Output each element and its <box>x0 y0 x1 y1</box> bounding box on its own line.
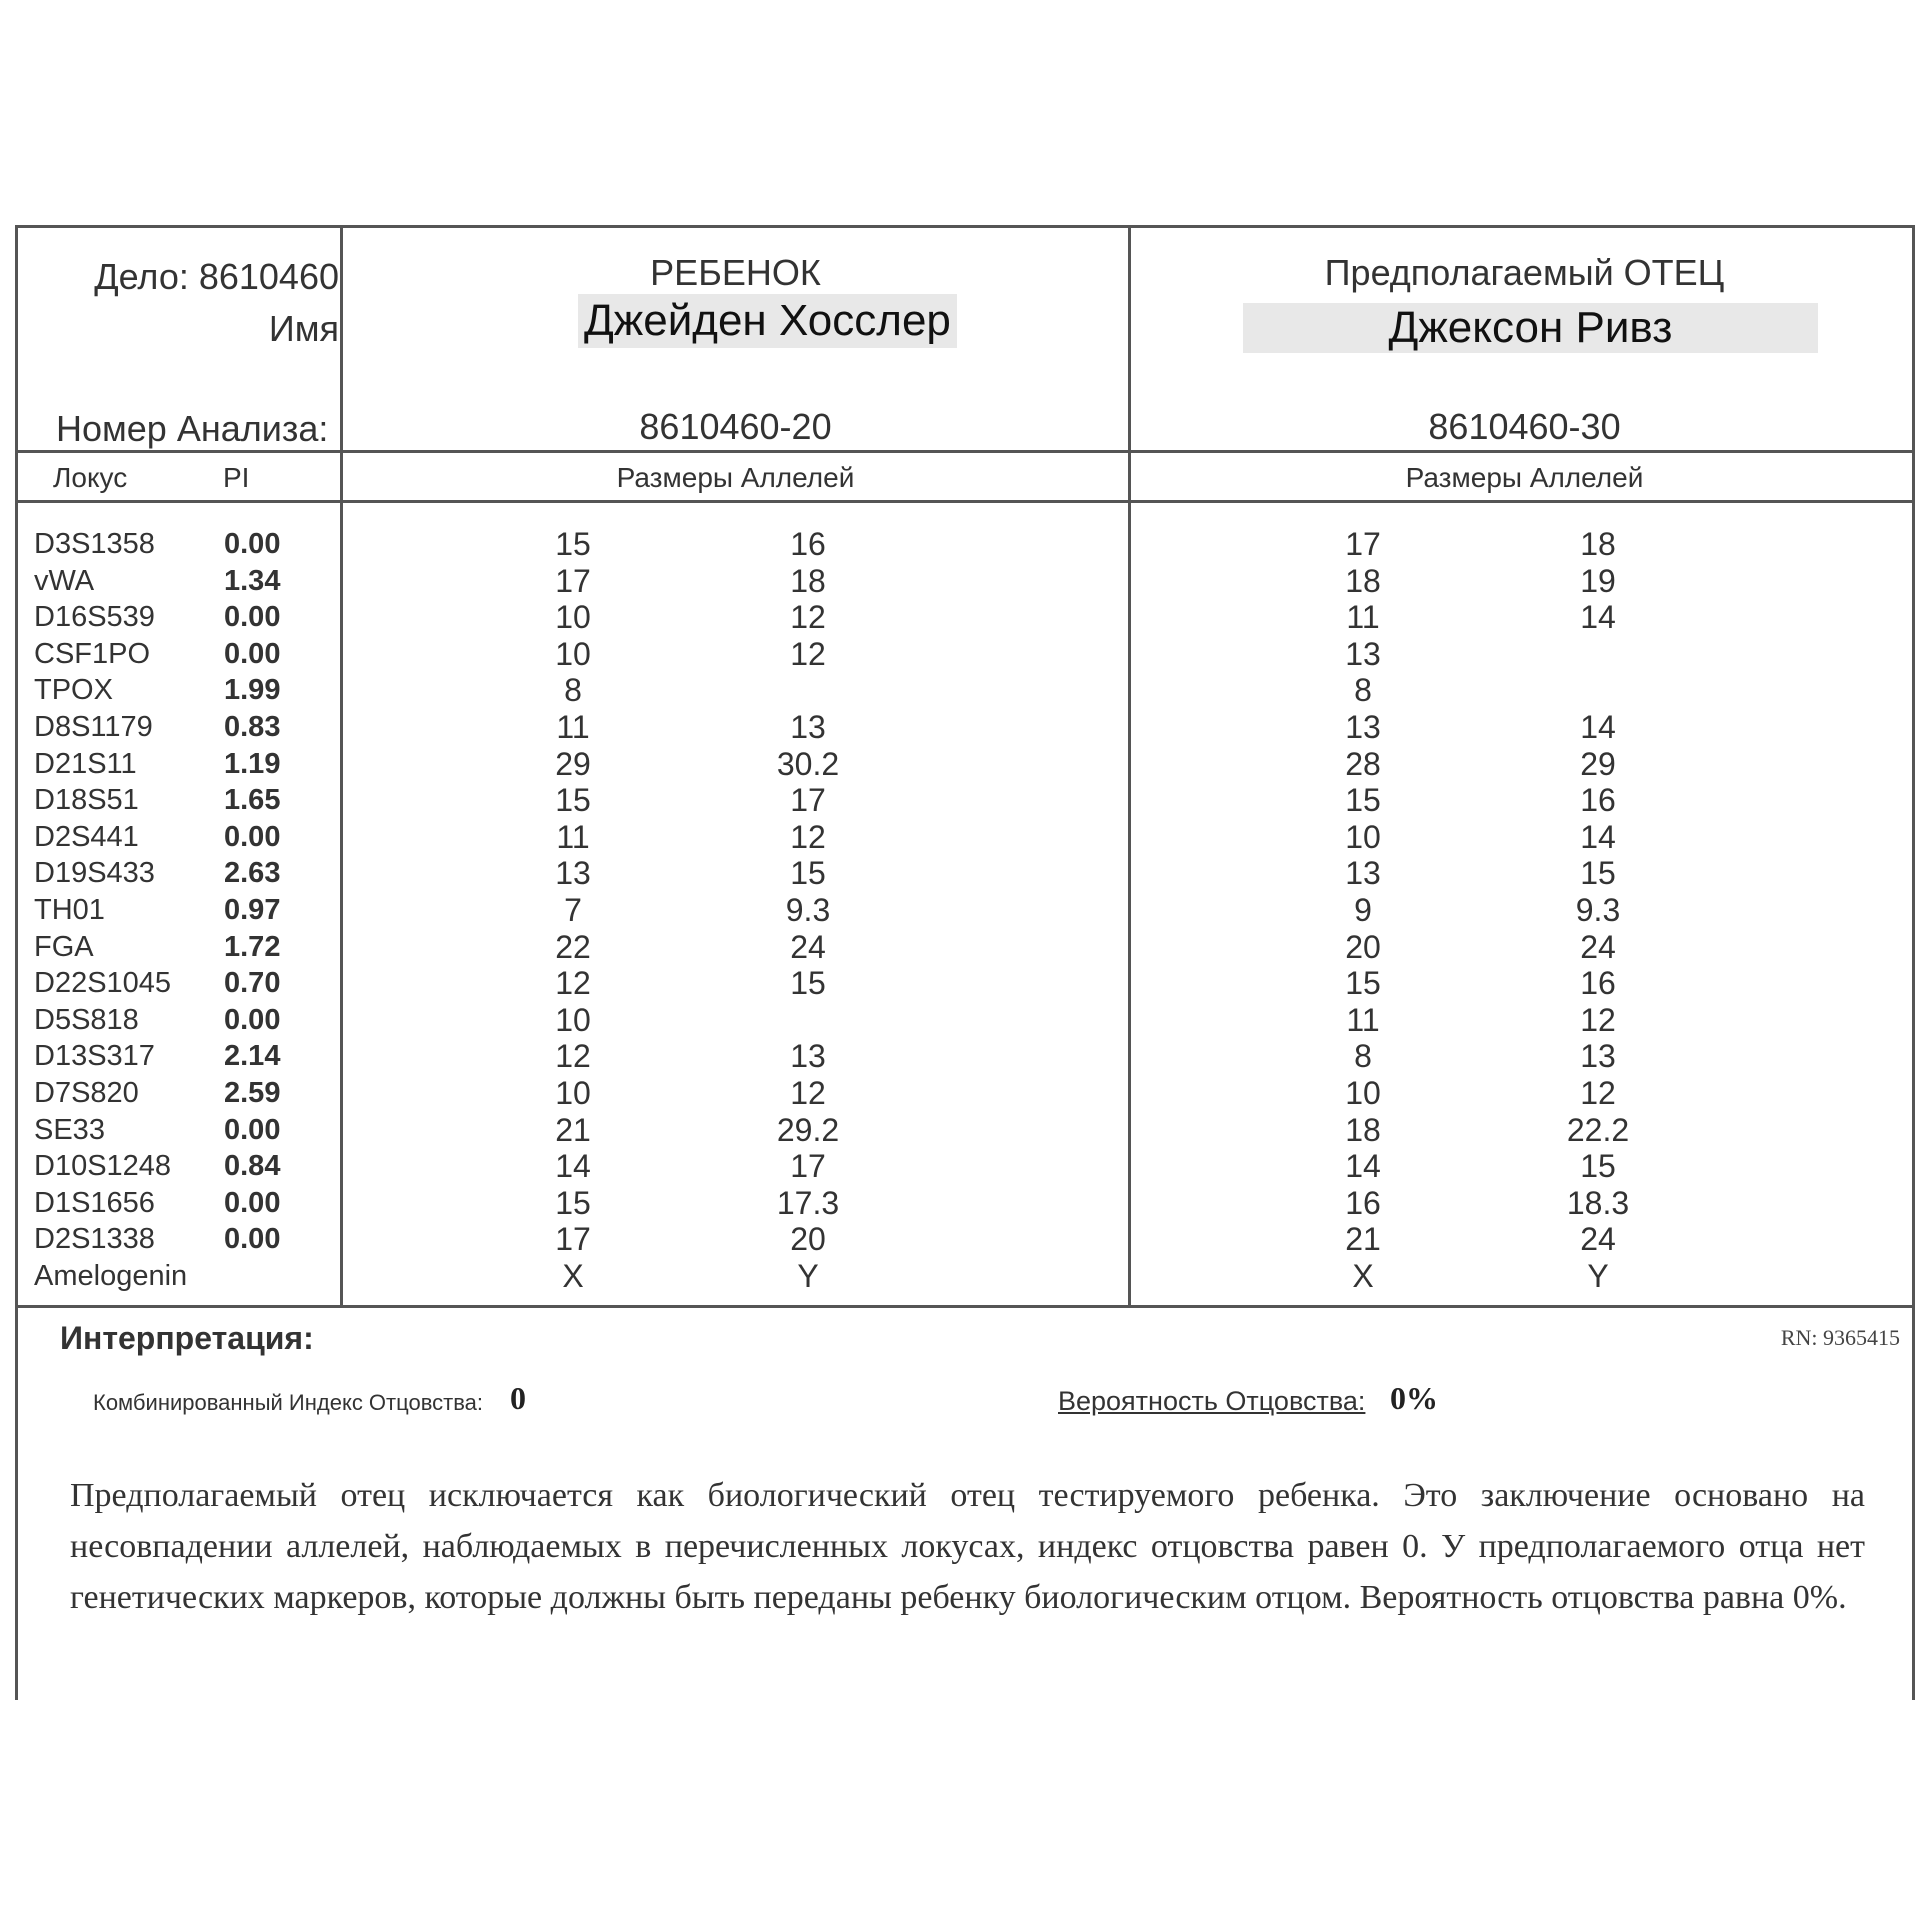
paternity-index: 0.97 <box>224 894 281 926</box>
child-allele-1: 14 <box>555 1148 591 1185</box>
father-allele-2: 22.2 <box>1566 1111 1630 1148</box>
father-allele-2: 12 <box>1580 1001 1616 1038</box>
father-allele-2: 29 <box>1580 745 1616 782</box>
father-allele-2: 12 <box>1580 1075 1616 1111</box>
child-allele-2: 12 <box>790 635 826 672</box>
child-allele-1: 15 <box>555 526 591 562</box>
father-allele-1: 15 <box>1345 782 1381 819</box>
father-allele-2: 15 <box>1580 855 1616 892</box>
child-allele-1: 29 <box>555 745 591 782</box>
paternity-index: 0.00 <box>224 528 281 560</box>
father-allele-1: 13 <box>1345 635 1381 672</box>
paternity-index: 0.00 <box>224 1186 281 1219</box>
paternity-index: 0.00 <box>224 601 281 634</box>
child-allele-2: 15 <box>790 965 826 1002</box>
locus-name: D16S539 <box>34 601 155 634</box>
child-allele-1: 15 <box>555 1184 591 1221</box>
locus-name: CSF1PO <box>34 637 151 670</box>
analysis-number-label: Номер Анализа: <box>56 408 329 449</box>
locus-name: D3S1358 <box>34 528 155 560</box>
locus-name: D2S1338 <box>34 1223 155 1256</box>
child-allele-1: X <box>562 1258 584 1294</box>
father-allele-2: Y <box>1587 1258 1609 1294</box>
interpretation-heading: Интерпретация: <box>60 1320 314 1356</box>
paternity-index: 0.00 <box>224 1003 281 1036</box>
father-allele-1: 10 <box>1345 818 1381 855</box>
paternity-index: 1.19 <box>224 747 281 780</box>
child-allele-1: 12 <box>555 965 591 1002</box>
father-allele-2: 14 <box>1580 599 1616 636</box>
locus-name: D7S820 <box>34 1077 139 1109</box>
father-allele-1: 18 <box>1345 1111 1381 1148</box>
father-column-title: Предполагаемый ОТЕЦ <box>1324 252 1725 293</box>
child-allele-2: Y <box>797 1258 819 1294</box>
child-allele-2: 13 <box>790 1038 826 1075</box>
father-allele-2: 19 <box>1580 562 1616 599</box>
locus-name: D19S433 <box>34 857 155 890</box>
child-allele-2: 30.2 <box>776 745 840 782</box>
paternity-index: 1.72 <box>224 930 281 963</box>
paternity-index: 1.34 <box>224 564 281 597</box>
child-allele-2: 16 <box>790 526 826 562</box>
paternity-index: 0.70 <box>224 967 281 1000</box>
child-name: Джейден Хосслер <box>578 294 957 348</box>
child-allele-2: 17.3 <box>776 1184 840 1221</box>
child-allele-1: 10 <box>555 599 591 636</box>
father-allele-2: 15 <box>1580 1148 1616 1185</box>
child-allele-2: 20 <box>790 1221 826 1258</box>
child-allele-1: 10 <box>555 635 591 672</box>
father-allele-2: 9.3 <box>1575 892 1621 928</box>
locus-name: D1S1656 <box>34 1186 155 1219</box>
conclusion-text: Предполагаемый отец исключается как биологический отец тестируемого ребенка. Это заключение основано на несовпадении аллелей, наблюдаемых в перечисленных локусах, индекс отцовства равен 0. У предполагаемого отца нет генетических маркеров, которые должны быть переданы ребенку биологическим отцом. Вероятность отцовства равна 0%. <box>70 1477 1865 1616</box>
father-allele-1: 13 <box>1345 709 1381 745</box>
child-allele-2: 12 <box>790 599 826 636</box>
father-allele-1: 15 <box>1345 965 1381 1002</box>
paternity-index: 0.84 <box>224 1150 281 1183</box>
header-divider <box>18 450 1912 453</box>
rn-number: RN: 9365415 <box>1780 1325 1900 1350</box>
child-allele-1: 13 <box>555 855 591 892</box>
father-allele-2: 13 <box>1580 1038 1616 1075</box>
paternity-index: 0.00 <box>224 1113 281 1146</box>
child-allele-1: 10 <box>555 1075 591 1111</box>
paternity-index: 2.59 <box>224 1077 281 1109</box>
child-allele-2: 15 <box>790 855 826 892</box>
child-allele-2: 12 <box>790 818 826 855</box>
child-alleles-header: Размеры Аллелей <box>616 462 855 493</box>
child-allele-2: 12 <box>790 1075 826 1111</box>
locus-name: TH01 <box>34 894 105 926</box>
table-bottom-divider <box>18 1305 1912 1308</box>
child-allele-1: 21 <box>555 1111 591 1148</box>
father-allele-1: 8 <box>1354 672 1372 709</box>
column-divider-1 <box>340 228 343 1308</box>
child-allele-1: 11 <box>556 709 590 745</box>
father-sample-number: 8610460-30 <box>1428 406 1621 447</box>
paternity-index: 0.83 <box>224 711 281 743</box>
child-allele-1: 12 <box>555 1038 591 1075</box>
child-allele-2: 24 <box>790 928 826 965</box>
pi-column-header: PI <box>223 462 250 493</box>
locus-name: D2S441 <box>34 820 139 853</box>
combined-paternity-index-value: 0 <box>510 1380 526 1416</box>
father-allele-1: 11 <box>1346 1001 1380 1038</box>
child-allele-1: 8 <box>564 672 582 709</box>
father-allele-1: 21 <box>1345 1221 1381 1258</box>
subheader-divider <box>18 500 1912 503</box>
father-allele-2: 16 <box>1580 782 1616 819</box>
father-allele-1: 16 <box>1345 1184 1381 1221</box>
child-allele-2: 17 <box>790 782 826 819</box>
father-allele-1: X <box>1352 1258 1374 1294</box>
father-name: Джексон Ривз <box>1243 303 1818 353</box>
father-allele-1: 14 <box>1345 1148 1381 1185</box>
column-divider-2 <box>1128 228 1131 1308</box>
paternity-index: 1.99 <box>224 674 281 707</box>
father-allele-2: 24 <box>1580 1221 1616 1258</box>
child-allele-1: 7 <box>564 892 582 928</box>
child-allele-1: 10 <box>555 1001 591 1038</box>
paternity-index: 0.00 <box>224 1223 281 1256</box>
father-allele-2: 14 <box>1580 818 1616 855</box>
father-allele-1: 13 <box>1345 855 1381 892</box>
child-sample-number: 8610460-20 <box>639 406 832 447</box>
father-allele-1: 8 <box>1354 1038 1372 1075</box>
father-allele-2: 18.3 <box>1566 1184 1630 1221</box>
paternity-probability-label: Вероятность Отцовства: <box>1058 1386 1366 1416</box>
father-allele-1: 20 <box>1345 928 1381 965</box>
paternity-index: 0.00 <box>224 637 281 670</box>
father-allele-1: 28 <box>1345 745 1381 782</box>
father-allele-1: 9 <box>1354 892 1372 928</box>
father-allele-2: 24 <box>1580 928 1616 965</box>
child-column-title: РЕБЕНОК <box>650 252 821 293</box>
child-allele-1: 15 <box>555 782 591 819</box>
child-allele-2: 13 <box>790 709 826 745</box>
locus-name: D13S317 <box>34 1040 155 1073</box>
father-allele-2: 18 <box>1580 526 1616 562</box>
child-allele-1: 11 <box>556 818 590 855</box>
locus-name: FGA <box>34 930 94 963</box>
locus-name: D22S1045 <box>34 967 172 1000</box>
child-allele-1: 22 <box>555 928 591 965</box>
locus-name: D8S1179 <box>34 711 153 743</box>
father-allele-1: 18 <box>1345 562 1381 599</box>
combined-paternity-index-label: Комбинированный Индекс Отцовства: <box>93 1390 484 1415</box>
locus-name: vWA <box>34 564 95 597</box>
father-alleles-header: Размеры Аллелей <box>1405 462 1644 493</box>
child-allele-1: 17 <box>555 1221 591 1258</box>
locus-name: TPOX <box>34 674 113 707</box>
paternity-index: 2.63 <box>224 857 281 890</box>
locus-name: SE33 <box>34 1113 105 1146</box>
paternity-index: 1.65 <box>224 784 281 817</box>
name-label: Имя <box>268 308 339 349</box>
locus-name: D5S818 <box>34 1003 139 1036</box>
child-allele-2: 9.3 <box>785 892 831 928</box>
father-allele-1: 10 <box>1345 1075 1381 1111</box>
locus-name: D18S51 <box>34 784 139 817</box>
locus-column-header: Локус <box>53 462 128 493</box>
child-allele-2: 18 <box>790 562 826 599</box>
paternity-index: 2.14 <box>224 1040 281 1073</box>
paternity-probability-value: 0% <box>1390 1380 1438 1416</box>
case-number: Дело: 8610460 <box>94 256 339 297</box>
locus-name: D10S1248 <box>34 1150 172 1183</box>
father-allele-2: 14 <box>1580 709 1616 745</box>
locus-name: Amelogenin <box>34 1260 188 1292</box>
father-allele-1: 11 <box>1346 599 1380 636</box>
father-allele-1: 17 <box>1345 526 1381 562</box>
paternity-index: 0.00 <box>224 820 281 853</box>
child-allele-1: 17 <box>555 562 591 599</box>
father-allele-2: 16 <box>1580 965 1616 1002</box>
child-allele-2: 17 <box>790 1148 826 1185</box>
child-allele-2: 29.2 <box>776 1111 840 1148</box>
locus-name: D21S11 <box>34 747 137 780</box>
